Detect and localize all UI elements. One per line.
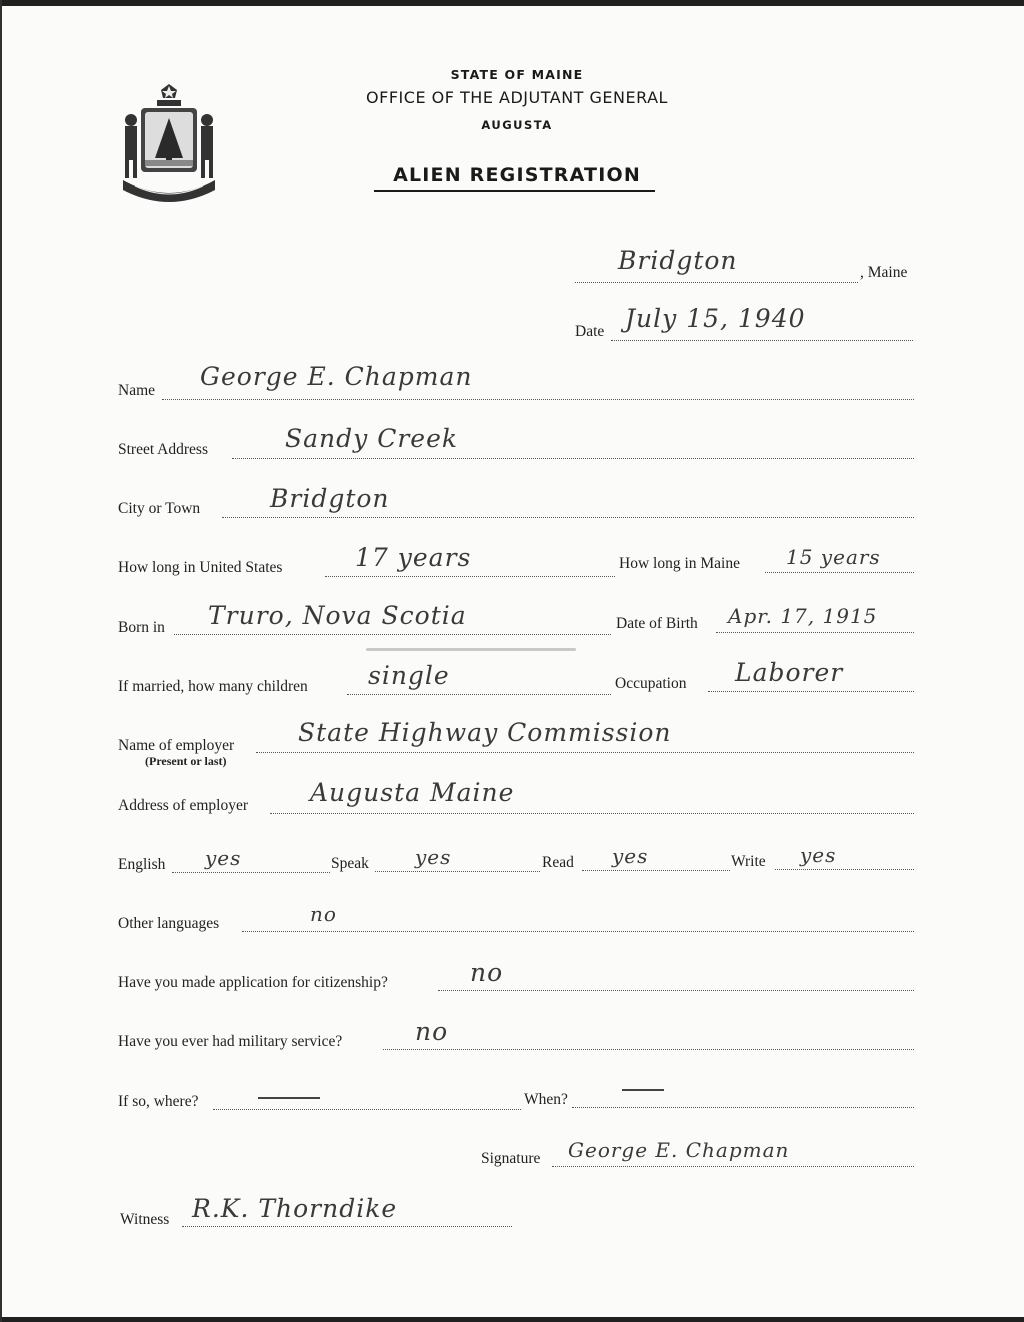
how-long-us-field-line <box>325 576 615 577</box>
when-field-line <box>572 1107 914 1108</box>
how-long-maine-value: 15 years <box>786 545 881 569</box>
where-dash-mark <box>258 1097 320 1099</box>
write-value: yes <box>800 843 837 867</box>
english-field-line <box>172 872 330 873</box>
ink-smudge <box>366 648 576 651</box>
children-field-line <box>347 694 611 695</box>
occupation-field-line <box>708 691 914 692</box>
form-title: ALIEN REGISTRATION <box>393 164 641 186</box>
speak-field-line <box>375 871 540 872</box>
occupation-label: Occupation <box>615 675 687 692</box>
date-value: July 15, 1940 <box>625 304 806 333</box>
title-underline <box>374 190 655 192</box>
when-label: When? <box>524 1091 568 1108</box>
military-label: Have you ever had military service? <box>118 1033 343 1050</box>
employer-note-label: (Present or last) <box>145 754 227 768</box>
where-label: If so, where? <box>118 1093 199 1110</box>
english-label: English <box>118 856 166 873</box>
read-field-line <box>582 870 730 871</box>
how-long-maine-field-line <box>765 572 914 573</box>
born-in-label: Born in <box>118 619 165 636</box>
header-state: STATE OF MAINE <box>450 67 584 82</box>
name-field-line <box>162 399 914 400</box>
header-office: OFFICE OF THE ADJUTANT GENERAL <box>366 88 668 107</box>
other-languages-label: Other languages <box>118 915 220 932</box>
born-in-field-line <box>174 634 611 635</box>
other-languages-field-line <box>242 931 914 932</box>
street-address-field-line <box>232 458 914 459</box>
name-label: Name <box>118 382 156 399</box>
speak-label: Speak <box>331 855 369 872</box>
date-of-birth-value: Apr. 17, 1915 <box>728 604 878 628</box>
witness-value: R.K. Thorndike <box>192 1194 398 1223</box>
header-city: AUGUSTA <box>481 118 553 132</box>
english-value: yes <box>205 846 242 870</box>
citizenship-field-line <box>438 990 914 991</box>
name-value: George E. Chapman <box>200 362 473 391</box>
scan-border-bottom <box>0 1317 1024 1322</box>
city-town-field-line <box>222 517 914 518</box>
city-town-value: Bridgton <box>270 484 390 513</box>
scan-border-top <box>0 0 1024 6</box>
employer-address-field-line <box>270 813 914 814</box>
town-state-suffix: , Maine <box>860 264 908 281</box>
date-label: Date <box>575 323 605 340</box>
other-languages-value: no <box>310 902 337 926</box>
street-address-label: Street Address <box>118 441 208 458</box>
when-dash-mark <box>622 1089 664 1091</box>
write-label: Write <box>731 853 766 870</box>
born-in-value: Truro, Nova Scotia <box>208 601 467 630</box>
employer-address-label: Address of employer <box>118 797 248 814</box>
how-long-maine-label: How long in Maine <box>619 555 740 572</box>
military-field-line <box>383 1049 914 1050</box>
street-address-value: Sandy Creek <box>285 424 459 453</box>
children-value: single <box>368 661 450 690</box>
date-of-birth-field-line <box>716 632 914 633</box>
signature-label: Signature <box>481 1150 541 1167</box>
citizenship-value: no <box>470 958 504 987</box>
date-field-line <box>611 340 913 341</box>
read-label: Read <box>542 854 574 871</box>
speak-value: yes <box>415 845 452 869</box>
how-long-us-label: How long in United States <box>118 559 283 576</box>
children-label: If married, how many children <box>118 678 308 695</box>
citizenship-label: Have you made application for citizenship? <box>118 974 388 991</box>
employer-name-label: Name of employer <box>118 737 235 754</box>
how-long-us-value: 17 years <box>355 543 472 572</box>
employer-name-value: State Highway Commission <box>298 718 672 747</box>
scan-border-left <box>0 0 2 1322</box>
date-of-birth-label: Date of Birth <box>616 615 698 632</box>
signature-field-line <box>552 1166 914 1167</box>
town-value: Bridgton <box>618 246 738 275</box>
signature-value: George E. Chapman <box>568 1138 790 1162</box>
occupation-value: Laborer <box>735 658 844 687</box>
military-value: no <box>415 1017 449 1046</box>
witness-label: Witness <box>120 1211 170 1228</box>
witness-field-line <box>182 1226 512 1227</box>
city-town-label: City or Town <box>118 500 201 517</box>
write-field-line <box>775 869 914 870</box>
where-field-line <box>213 1109 521 1110</box>
employer-name-field-line <box>256 752 914 753</box>
read-value: yes <box>612 844 649 868</box>
town-field-line <box>575 282 858 283</box>
employer-address-value: Augusta Maine <box>310 778 515 807</box>
